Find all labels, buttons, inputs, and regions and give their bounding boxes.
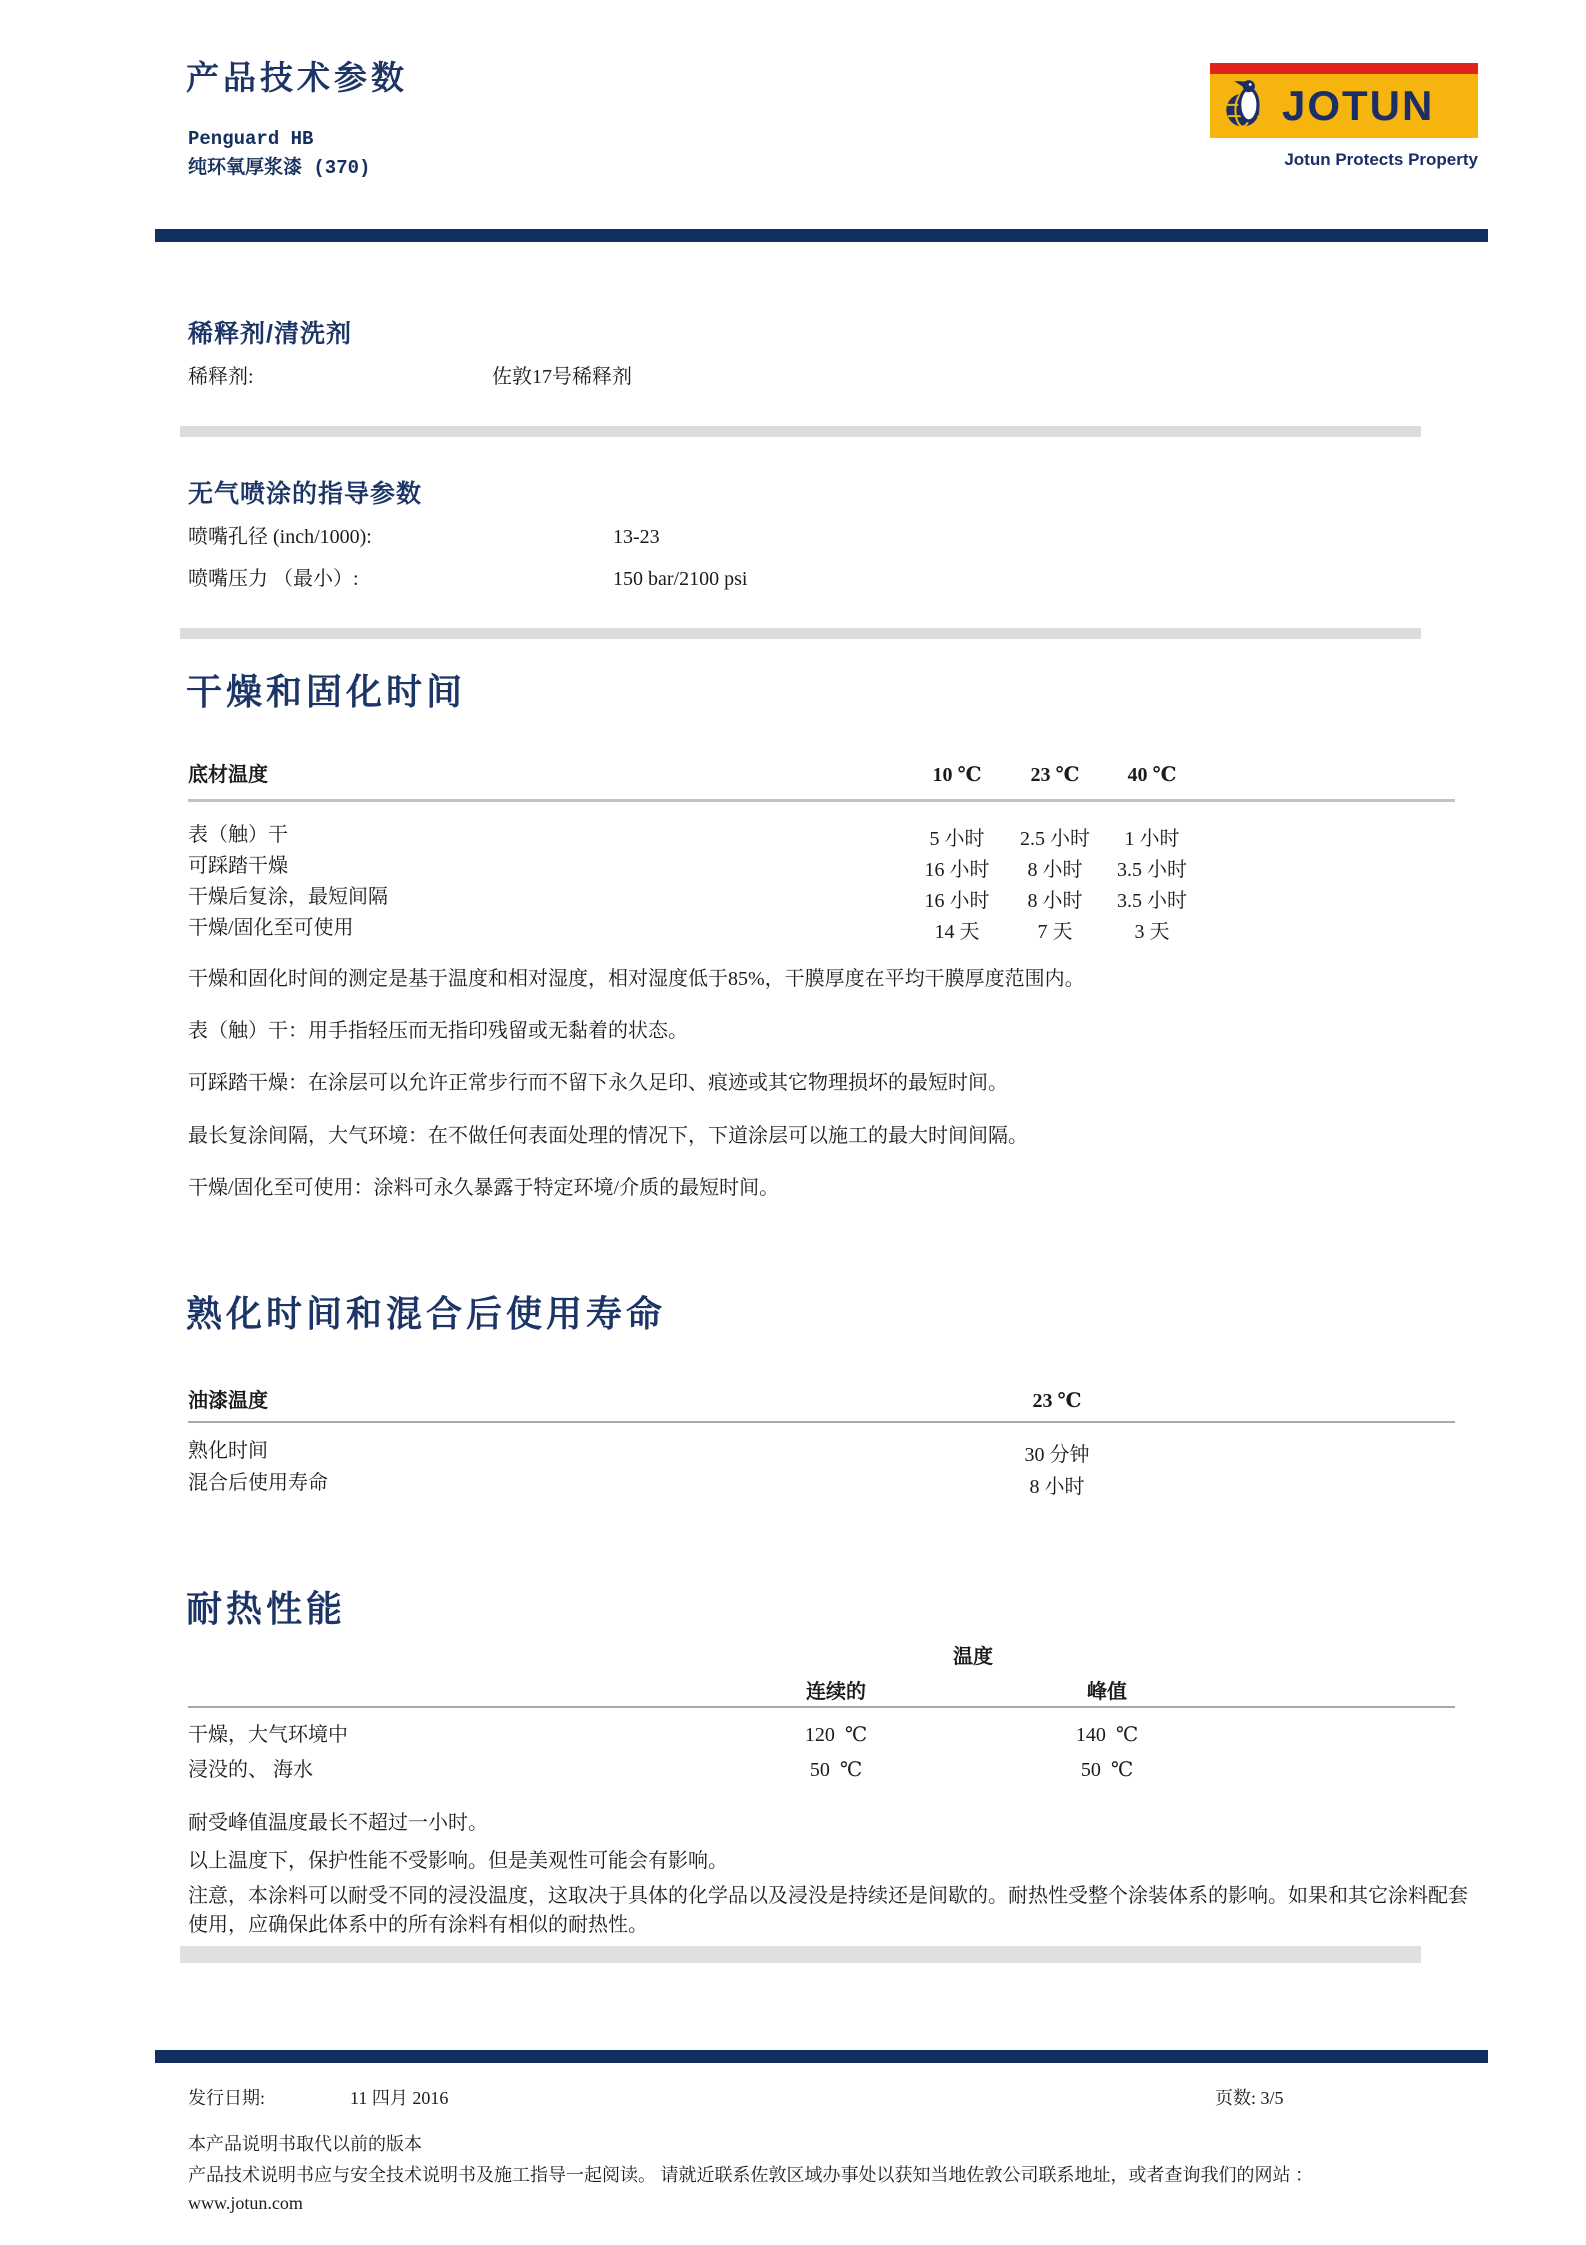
header-divider-bar [155,229,1488,242]
induction-col-header-23c: 23 ℃ [1032,1390,1082,1412]
drying-table-header-label: 底材温度 [188,764,268,786]
table-row-label: 干燥后复涂，最短间隔 [188,886,388,908]
product-subtitle: 纯环氧厚浆漆 (370) [188,157,371,179]
section-title-drying: 干燥和固化时间 [186,672,467,712]
drying-note: 表（触）干：用手指轻压而无指印残留或无黏着的状态。 [188,1020,688,1042]
divider-bar [180,628,1421,639]
thinner-label: 稀释剂: [188,366,254,388]
section-title-heat: 耐热性能 [186,1589,347,1629]
drying-note: 干燥/固化至可使用：涂料可永久暴露于特定环境/介质的最短时间。 [188,1177,780,1199]
drying-col-header-23c: 23 ℃ [1030,764,1080,786]
footer-website: www.jotun.com [188,2193,303,2213]
nozzle-tip-value: 13-23 [613,526,660,548]
divider-bar [180,426,1421,437]
table-row-label: 表（触）干 [188,824,288,846]
table-cell: 2.5 小时 [1020,828,1090,850]
induction-table-rule [188,1421,1455,1423]
drying-col-header-10c: 10 ℃ [932,764,982,786]
table-row-label: 混合后使用寿命 [188,1472,328,1494]
table-row-label: 干燥，大气环境中 [188,1724,348,1746]
drying-note: 干燥和固化时间的测定是基于温度和相对湿度，相对湿度低于85%，干膜厚度在平均干膜厚度范围内。 [188,968,1085,990]
heat-col-header-continuous: 连续的 [806,1681,866,1703]
table-cell: 16 小时 [924,890,990,912]
table-cell: 3.5 小时 [1117,890,1187,912]
table-cell: 8 小时 [1027,859,1083,881]
table-cell: 14 天 [934,921,980,943]
page-title: 产品技术参数 [186,59,408,96]
table-row-label: 可踩踏干燥 [188,855,288,877]
table-row-label: 浸没的、 海水 [188,1759,313,1781]
drying-note: 最长复涂间隔，大气环境：在不做任何表面处理的情况下，下道涂层可以施工的最大时间间隔。 [188,1125,1028,1147]
table-cell: 5 小时 [929,828,985,850]
product-name: Penguard HB [188,128,314,150]
page-number: 页数: 3/5 [1215,2088,1284,2108]
section-title-airless: 无气喷涂的指导参数 [188,480,423,508]
heat-table-rule [188,1706,1455,1708]
table-cell: 120 ℃ [804,1724,868,1746]
induction-table-header-label: 油漆温度 [188,1390,268,1412]
table-cell: 3 天 [1134,921,1170,943]
section-title-induction: 熟化时间和混合后使用寿命 [186,1294,667,1334]
nozzle-tip-label: 喷嘴孔径 (inch/1000): [188,526,372,548]
heat-note: 注意，本涂料可以耐受不同的浸没温度，这取决于具体的化学品以及浸没是持续还是间歇的。耐热性受整个涂装体系的影响。如果和其它涂料配套使用，应确保此体系中的所有涂料有相似的耐热性。 [188,1885,1468,1936]
section-title-thinner: 稀释剂/清洗剂 [188,320,352,348]
issue-date-value: 11 四月 2016 [350,2088,449,2108]
table-cell: 8 小时 [1029,1476,1085,1498]
footer-read-with-note: 产品技术说明书应与安全技术说明书及施工指导一起阅读。 请就近联系佐敦区域办事处以获知当地佐敦公司联系地址，或者查询我们的网站 ： [188,2165,1313,2185]
footer-supersede-note: 本产品说明书取代以前的版本 [188,2134,422,2154]
issue-date-label: 发行日期: [188,2088,266,2108]
divider-bar [180,1946,1421,1963]
table-cell: 50 ℃ [1080,1759,1134,1781]
logo-yellow-panel [1210,74,1478,138]
heat-note: 以上温度下，保护性能不受影响。但是美观性可能会有影响。 [188,1850,728,1872]
table-row-label: 干燥/固化至可使用 [188,917,354,939]
heat-group-header: 温度 [953,1646,993,1668]
footer-divider-bar [155,2050,1488,2063]
jotun-logo [1210,63,1478,138]
nozzle-pressure-value: 150 bar/2100 psi [613,568,748,590]
table-cell: 140 ℃ [1075,1724,1139,1746]
jotun-wordmark: JOTUN [1282,82,1435,129]
table-cell: 8 小时 [1027,890,1083,912]
table-cell: 3.5 小时 [1117,859,1187,881]
jotun-penguin-globe-icon [1222,78,1274,135]
drying-note: 可踩踏干燥：在涂层可以允许正常步行而不留下永久足印、痕迹或其它物理损坏的最短时间。 [188,1072,1008,1094]
drying-col-header-40c: 40 ℃ [1127,764,1177,786]
table-row-label: 熟化时间 [188,1440,268,1462]
table-cell: 1 小时 [1124,828,1180,850]
nozzle-pressure-label: 喷嘴压力 （最小）: [188,568,359,590]
jotun-tagline: Jotun Protects Property [1284,150,1478,169]
heat-col-header-peak: 峰值 [1087,1681,1127,1703]
logo-red-strip [1210,63,1478,74]
drying-table-rule [188,799,1455,802]
table-cell: 30 分钟 [1024,1444,1090,1466]
thinner-value: 佐敦17号稀释剂 [492,366,632,388]
table-cell: 16 小时 [924,859,990,881]
table-cell: 50 ℃ [809,1759,863,1781]
heat-note: 耐受峰值温度最长不超过一小时。 [188,1812,488,1834]
table-cell: 7 天 [1037,921,1073,943]
